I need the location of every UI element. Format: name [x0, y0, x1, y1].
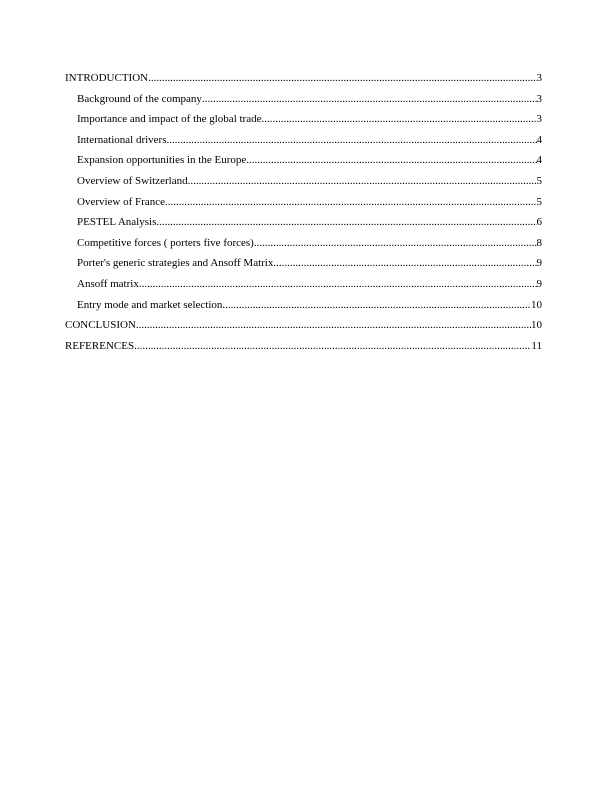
toc-entry-competitive-forces[interactable] [65, 236, 542, 257]
toc-page-number: 3 [536, 113, 542, 126]
toc-page-number: 3 [536, 92, 542, 105]
toc-page-number: 6 [536, 216, 542, 229]
toc-dot-leader [148, 71, 536, 86]
toc-dot-leader [261, 112, 536, 127]
toc-page-number: 9 [536, 277, 542, 290]
toc-entry-label: REFERENCES [65, 339, 135, 352]
toc-page-number: 3 [536, 72, 542, 84]
toc-page-number: 8 [536, 236, 542, 249]
toc-dot-leader [156, 215, 536, 230]
toc-entry-label: Competitive forces ( porters five forces) [77, 236, 254, 249]
toc-page-number: 10 [531, 298, 542, 311]
toc-entry-label: PESTEL Analysis [77, 216, 157, 229]
toc-page-number: 11 [531, 339, 542, 352]
toc-entry-introduction[interactable] [65, 71, 542, 92]
toc-entry-label: Entry mode and market selection [77, 298, 223, 311]
toc-entry-label: Overview of Switzerland [77, 174, 188, 187]
toc-entry-background[interactable] [65, 92, 542, 113]
toc-dot-leader [136, 318, 531, 333]
toc-dot-leader [246, 153, 536, 168]
table-of-contents [65, 71, 542, 359]
toc-entry-label: CONCLUSION [65, 319, 136, 332]
toc-entry-label: Overview of France [77, 195, 165, 208]
toc-page-number: 4 [536, 133, 542, 146]
toc-dot-leader [222, 298, 531, 313]
toc-entry-expansion-opportunities[interactable] [65, 153, 542, 174]
toc-entry-overview-france[interactable] [65, 195, 542, 216]
toc-entry-international-drivers[interactable] [65, 133, 542, 154]
toc-dot-leader [202, 92, 537, 107]
toc-entry-global-trade[interactable] [65, 112, 542, 133]
toc-dot-leader [134, 339, 531, 354]
toc-dot-leader [139, 277, 537, 292]
toc-entry-label: Importance and impact of the global trade [77, 113, 262, 126]
toc-entry-label: Background of the company [77, 92, 202, 105]
toc-entry-label: Porter's generic strategies and Ansoff Matrix [77, 257, 274, 270]
toc-entry-ansoff-matrix[interactable] [65, 277, 542, 298]
toc-entry-overview-switzerland[interactable] [65, 174, 542, 195]
toc-page-number: 9 [536, 257, 542, 270]
toc-dot-leader [165, 195, 537, 210]
toc-page-number: 5 [536, 174, 542, 187]
toc-entry-entry-mode[interactable] [65, 298, 542, 319]
toc-dot-leader [254, 236, 537, 251]
toc-entry-references[interactable] [65, 339, 542, 360]
toc-entry-label: Ansoff matrix [77, 277, 139, 290]
toc-entry-label: INTRODUCTION [65, 72, 149, 84]
toc-dot-leader [167, 133, 537, 148]
toc-entry-label: Expansion opportunities in the Europe [77, 154, 247, 167]
toc-page-number: 10 [531, 319, 542, 332]
toc-entry-pestel-analysis[interactable] [65, 215, 542, 236]
toc-page-number: 5 [536, 195, 542, 208]
toc-entry-porters-generic-strategies[interactable] [65, 256, 542, 277]
toc-entry-conclusion[interactable] [65, 318, 542, 339]
toc-entry-label: International drivers [77, 133, 167, 146]
toc-dot-leader [273, 256, 536, 271]
toc-page-number: 4 [536, 154, 542, 167]
toc-dot-leader [188, 174, 537, 189]
